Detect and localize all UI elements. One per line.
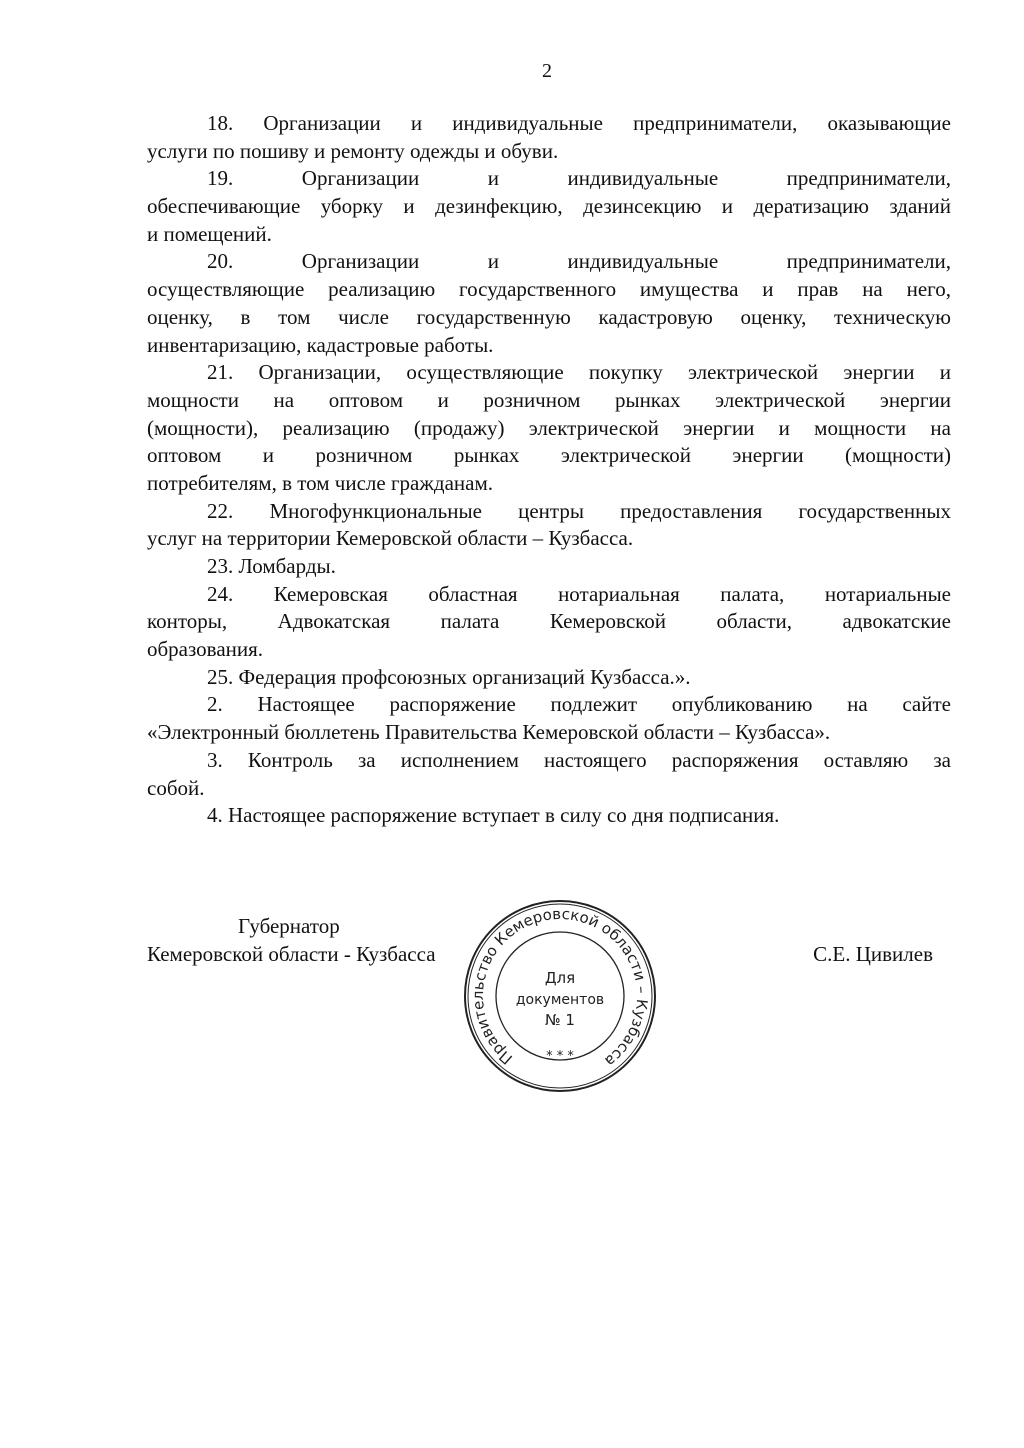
paragraph bbox=[147, 802, 951, 830]
text-line: (мощности), реализацию (продажу) электрической энергии и мощности на bbox=[147, 415, 951, 440]
text-line: 20. Организации и индивидуальные предприниматели, bbox=[207, 249, 951, 274]
text-line: 25. Федерация профсоюзных организаций Кузбасса.». bbox=[207, 664, 691, 689]
text-line: инвентаризацию, кадастровые работы. bbox=[147, 332, 494, 357]
text-line: собой. bbox=[147, 775, 205, 800]
text-line: 23. Ломбарды. bbox=[207, 554, 336, 578]
text-line: 2. Настоящее распоряжение подлежит опубликованию на сайте bbox=[207, 692, 951, 717]
paragraph bbox=[147, 110, 951, 165]
paragraph bbox=[147, 165, 951, 248]
paragraph bbox=[147, 664, 951, 692]
text-line: оценку, в том числе государственную кадастровую оценку, техническую bbox=[147, 304, 951, 329]
paragraph bbox=[147, 581, 951, 664]
text-line: 18. Организации и индивидуальные предприниматели, оказывающие bbox=[207, 111, 951, 135]
text-line: образования. bbox=[147, 637, 264, 662]
text-line: потребителям, в том числе гражданам. bbox=[147, 470, 493, 495]
text-line: конторы, Адвокатская палата Кемеровской области, адвокатские bbox=[147, 609, 951, 634]
text-line: мощности на оптовом и розничном рынках электрической энергии bbox=[147, 387, 951, 412]
signatory-position-line1: Губернатор bbox=[238, 914, 340, 938]
seal-center-line3: № 1 bbox=[545, 1011, 575, 1029]
signatory-name: С.Е. Цивилев bbox=[813, 942, 933, 966]
text-line: 19. Организации и индивидуальные предприниматели, bbox=[207, 166, 951, 191]
paragraph bbox=[147, 359, 951, 497]
paragraph bbox=[147, 691, 951, 746]
text-line: осуществляющие реализацию государственного имущества и прав на него, bbox=[147, 277, 951, 302]
text-line: услуги по пошиву и ремонту одежды и обуви. bbox=[147, 138, 559, 163]
text-line: 4. Настоящее распоряжение вступает в силу со дня подписания. bbox=[207, 803, 780, 828]
seal-center-line1: Для bbox=[544, 969, 576, 987]
text-line: 24. Кемеровская областная нотариальная палата, нотариальные bbox=[207, 581, 951, 606]
text-line: 22. Многофункциональные центры предоставления государственных bbox=[207, 498, 951, 523]
seal-center-line2: документов bbox=[515, 992, 605, 1008]
page-number: 2 bbox=[542, 60, 552, 82]
text-line: услуг на территории Кемеровской области – Кузбасса. bbox=[147, 526, 634, 551]
text-line: 21. Организации, осуществляющие покупку электрической энергии и bbox=[207, 360, 951, 385]
text-line: оптовом и розничном рынках электрической энергии (мощности) bbox=[147, 443, 951, 468]
official-seal bbox=[462, 898, 658, 1094]
text-line: «Электронный бюллетень Правительства Кемеровской области – Кузбасса». bbox=[147, 720, 831, 745]
document-body bbox=[147, 110, 951, 830]
paragraph bbox=[147, 498, 951, 553]
seal-stars: * * * bbox=[546, 1049, 574, 1064]
seal-ring-text: Правительство Кемеровской области – Кузбасса bbox=[468, 904, 652, 1071]
paragraph bbox=[147, 747, 951, 802]
text-line: 3. Контроль за исполнением настоящего распоряжения оставляю за bbox=[207, 747, 951, 772]
paragraph bbox=[147, 248, 951, 359]
text-line: обеспечивающие уборку и дезинфекцию, дезинсекцию и дератизацию зданий bbox=[147, 194, 951, 219]
paragraph bbox=[147, 553, 951, 581]
signatory-position-line2: Кемеровской области - Кузбасса bbox=[147, 942, 436, 966]
text-line: и помещений. bbox=[147, 221, 272, 246]
